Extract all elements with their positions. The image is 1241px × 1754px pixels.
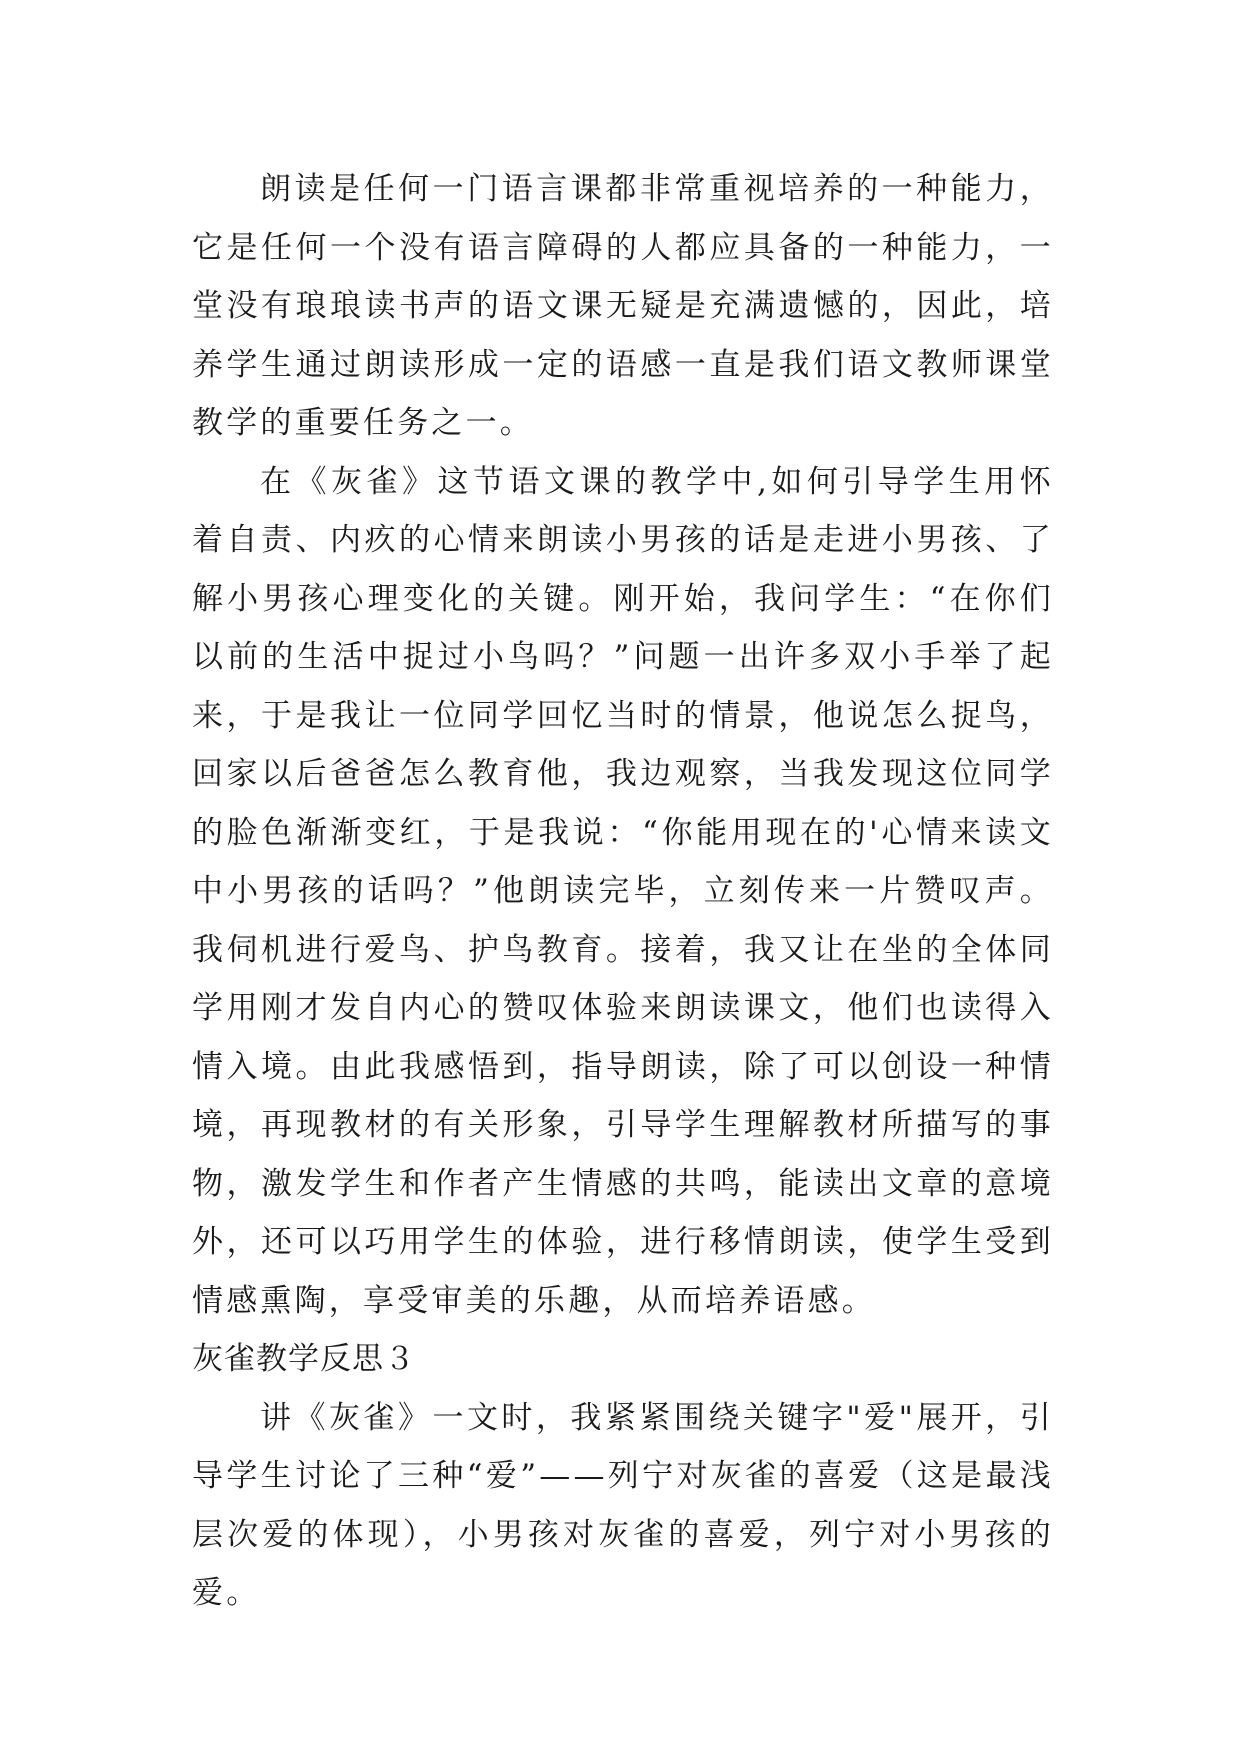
paragraph-three-loves: 讲《灰雀》一文时，我紧紧围绕关键字"爱"展开，引导学生讨论了三种“爱”——列宁对灰雀的喜爱（这是最浅层次爱的体现），小男孩对灰雀的喜爱，列宁对小男孩的爱。 — [192, 1399, 1054, 1611]
paragraph-grey-sparrow-lesson: 在《灰雀》这节语文课的教学中,如何引导学生用怀着自责、内疚的心情来朗读小男孩的话是走进小男孩、了解小男孩心理变化的关键。刚开始，我问学生：“在你们以前的生活中捉过小鸟吗？”问题一出许多双小手举了起来，于是我让一位同学回忆当时的情景，他说怎么捉鸟，回家以后爸爸怎么教育他，我边观察，当我发现这位同学的脸色渐渐变红，于是我说：“你能用现在的'心情来读文中小男孩的话吗？”他朗读完毕，立刻传来一片赞叹声。我伺机进行爱鸟、护鸟教育。接着，我又让在坐的全体同学用刚才发自内心的赞叹体验来朗读课文，他们也读得入情入境。由此我感悟到，指导朗读，除了可以创设一种情境，再现教材的有关形象，引导学生理解教材所描写的事物，激发学生和作者产生情感的共鸣，能读出文章的意境外，还可以巧用学生的体验，进行移情朗读，使学生受到情感熏陶，享受审美的乐趣，从而培养语感。 — [192, 463, 1054, 1319]
paragraph-reading-ability: 朗读是任何一门语言课都非常重视培养的一种能力，它是任何一个没有语言障碍的人都应具备的一种能力，一堂没有琅琅读书声的语文课无疑是充满遗憾的，因此，培养学生通过朗读形成一定的语感一直是我们语文教师课堂教学的重要任务之一。 — [192, 171, 1054, 441]
document-body — [192, 160, 1054, 1623]
section-heading: 灰雀教学反思３ — [192, 1341, 416, 1377]
